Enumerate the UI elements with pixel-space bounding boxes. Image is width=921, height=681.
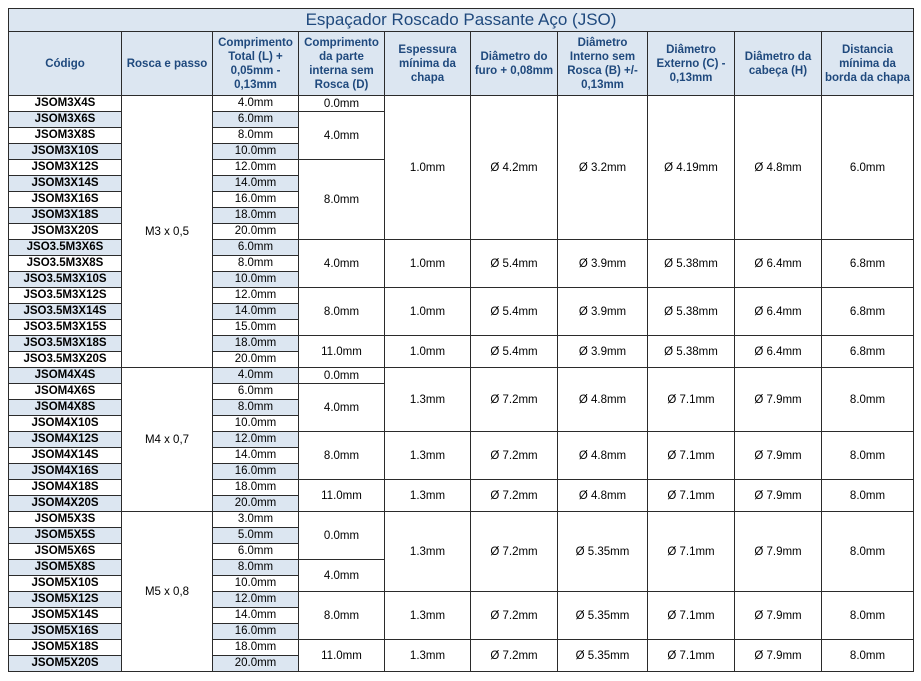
part-code-cell: JSOM5X20S (9, 656, 122, 672)
part-code-cell: JSOM5X18S (9, 640, 122, 656)
head-diameter-cell: Ø 7.9mm (735, 368, 822, 432)
part-code-cell: JSOM5X3S (9, 512, 122, 528)
outer-diameter-cell: Ø 7.1mm (648, 512, 735, 592)
outer-diameter-cell: Ø 7.1mm (648, 640, 735, 672)
thread-pitch-cell: M4 x 0,7 (122, 368, 213, 512)
total-length-cell: 14.0mm (213, 608, 299, 624)
total-length-cell: 5.0mm (213, 528, 299, 544)
inner-diameter-cell: Ø 3.9mm (558, 288, 648, 336)
inner-diameter-cell: Ø 3.2mm (558, 96, 648, 240)
header-diametro-externo: Diâmetro Externo (C) - 0,13mm (648, 32, 735, 96)
header-distancia-borda: Distancia mínima da borda da chapa (822, 32, 914, 96)
hole-diameter-cell: Ø 7.2mm (471, 480, 558, 512)
part-code-cell: JSOM3X4S (9, 96, 122, 112)
header-diametro-cabeca: Diâmetro da cabeça (H) (735, 32, 822, 96)
total-length-cell: 6.0mm (213, 544, 299, 560)
part-code-cell: JSO3.5M3X15S (9, 320, 122, 336)
edge-distance-cell: 6.8mm (822, 288, 914, 336)
part-code-cell: JSO3.5M3X8S (9, 256, 122, 272)
plate-thickness-cell: 1.3mm (385, 512, 471, 592)
table-row (9, 512, 914, 528)
outer-diameter-cell: Ø 7.1mm (648, 432, 735, 480)
part-code-cell: JSOM3X10S (9, 144, 122, 160)
edge-distance-cell: 6.8mm (822, 336, 914, 368)
total-length-cell: 14.0mm (213, 304, 299, 320)
hole-diameter-cell: Ø 4.2mm (471, 96, 558, 240)
part-code-cell: JSOM3X6S (9, 112, 122, 128)
total-length-cell: 3.0mm (213, 512, 299, 528)
head-diameter-cell: Ø 7.9mm (735, 640, 822, 672)
part-code-cell: JSOM3X16S (9, 192, 122, 208)
total-length-cell: 10.0mm (213, 272, 299, 288)
outer-diameter-cell: Ø 7.1mm (648, 480, 735, 512)
total-length-cell: 14.0mm (213, 176, 299, 192)
inner-length-cell: 4.0mm (299, 384, 385, 432)
total-length-cell: 20.0mm (213, 656, 299, 672)
part-code-cell: JSO3.5M3X20S (9, 352, 122, 368)
inner-length-cell: 0.0mm (299, 96, 385, 112)
part-code-cell: JSOM4X10S (9, 416, 122, 432)
header-rosca-passo: Rosca e passo (122, 32, 213, 96)
total-length-cell: 6.0mm (213, 112, 299, 128)
outer-diameter-cell: Ø 5.38mm (648, 240, 735, 288)
hole-diameter-cell: Ø 7.2mm (471, 592, 558, 640)
total-length-cell: 20.0mm (213, 224, 299, 240)
part-code-cell: JSOM3X8S (9, 128, 122, 144)
outer-diameter-cell: Ø 4.19mm (648, 96, 735, 240)
total-length-cell: 14.0mm (213, 448, 299, 464)
head-diameter-cell: Ø 7.9mm (735, 432, 822, 480)
total-length-cell: 16.0mm (213, 624, 299, 640)
edge-distance-cell: 6.8mm (822, 240, 914, 288)
edge-distance-cell: 8.0mm (822, 432, 914, 480)
head-diameter-cell: Ø 7.9mm (735, 480, 822, 512)
head-diameter-cell: Ø 7.9mm (735, 592, 822, 640)
inner-diameter-cell: Ø 5.35mm (558, 640, 648, 672)
plate-thickness-cell: 1.3mm (385, 368, 471, 432)
part-code-cell: JSOM4X16S (9, 464, 122, 480)
part-code-cell: JSO3.5M3X18S (9, 336, 122, 352)
head-diameter-cell: Ø 7.9mm (735, 512, 822, 592)
inner-length-cell: 8.0mm (299, 432, 385, 480)
inner-length-cell: 4.0mm (299, 240, 385, 288)
total-length-cell: 15.0mm (213, 320, 299, 336)
total-length-cell: 10.0mm (213, 144, 299, 160)
outer-diameter-cell: Ø 5.38mm (648, 288, 735, 336)
inner-diameter-cell: Ø 5.35mm (558, 592, 648, 640)
plate-thickness-cell: 1.0mm (385, 240, 471, 288)
inner-length-cell: 11.0mm (299, 640, 385, 672)
head-diameter-cell: Ø 6.4mm (735, 336, 822, 368)
inner-diameter-cell: Ø 3.9mm (558, 336, 648, 368)
hole-diameter-cell: Ø 7.2mm (471, 368, 558, 432)
part-code-cell: JSOM3X20S (9, 224, 122, 240)
plate-thickness-cell: 1.3mm (385, 640, 471, 672)
header-row (9, 32, 914, 96)
total-length-cell: 20.0mm (213, 352, 299, 368)
title-row (9, 9, 914, 32)
table-title: Espaçador Roscado Passante Aço (JSO) (9, 9, 914, 32)
plate-thickness-cell: 1.3mm (385, 480, 471, 512)
table-row (9, 368, 914, 384)
head-diameter-cell: Ø 6.4mm (735, 240, 822, 288)
inner-length-cell: 8.0mm (299, 160, 385, 240)
hole-diameter-cell: Ø 5.4mm (471, 336, 558, 368)
total-length-cell: 6.0mm (213, 384, 299, 400)
part-code-cell: JSOM3X12S (9, 160, 122, 176)
outer-diameter-cell: Ø 7.1mm (648, 368, 735, 432)
edge-distance-cell: 8.0mm (822, 512, 914, 592)
inner-diameter-cell: Ø 3.9mm (558, 240, 648, 288)
edge-distance-cell: 8.0mm (822, 592, 914, 640)
thread-pitch-cell: M5 x 0,8 (122, 512, 213, 672)
header-comprimento-interno: Comprimento da parte interna sem Rosca (D) (299, 32, 385, 96)
plate-thickness-cell: 1.0mm (385, 288, 471, 336)
plate-thickness-cell: 1.0mm (385, 96, 471, 240)
spacer-spec-table (8, 8, 914, 672)
total-length-cell: 4.0mm (213, 368, 299, 384)
part-code-cell: JSOM5X10S (9, 576, 122, 592)
header-comprimento-total: Comprimento Total (L) + 0,05mm - 0,13mm (213, 32, 299, 96)
spec-sheet (8, 8, 913, 672)
total-length-cell: 12.0mm (213, 432, 299, 448)
hole-diameter-cell: Ø 7.2mm (471, 640, 558, 672)
edge-distance-cell: 8.0mm (822, 480, 914, 512)
table-body (9, 96, 914, 672)
edge-distance-cell: 8.0mm (822, 368, 914, 432)
part-code-cell: JSOM5X5S (9, 528, 122, 544)
part-code-cell: JSO3.5M3X14S (9, 304, 122, 320)
header-espessura-chapa: Espessura mínima da chapa (385, 32, 471, 96)
part-code-cell: JSOM4X12S (9, 432, 122, 448)
outer-diameter-cell: Ø 5.38mm (648, 336, 735, 368)
total-length-cell: 8.0mm (213, 128, 299, 144)
total-length-cell: 16.0mm (213, 464, 299, 480)
part-code-cell: JSOM4X20S (9, 496, 122, 512)
inner-length-cell: 0.0mm (299, 512, 385, 560)
part-code-cell: JSOM4X18S (9, 480, 122, 496)
plate-thickness-cell: 1.3mm (385, 432, 471, 480)
total-length-cell: 18.0mm (213, 640, 299, 656)
header-codigo: Código (9, 32, 122, 96)
total-length-cell: 12.0mm (213, 288, 299, 304)
part-code-cell: JSO3.5M3X10S (9, 272, 122, 288)
part-code-cell: JSOM5X8S (9, 560, 122, 576)
total-length-cell: 18.0mm (213, 480, 299, 496)
inner-length-cell: 11.0mm (299, 336, 385, 368)
part-code-cell: JSOM4X6S (9, 384, 122, 400)
part-code-cell: JSOM5X14S (9, 608, 122, 624)
header-diametro-interno: Diâmetro Interno sem Rosca (B) +/- 0,13mm (558, 32, 648, 96)
plate-thickness-cell: 1.3mm (385, 592, 471, 640)
total-length-cell: 8.0mm (213, 256, 299, 272)
total-length-cell: 12.0mm (213, 592, 299, 608)
part-code-cell: JSO3.5M3X12S (9, 288, 122, 304)
part-code-cell: JSOM5X12S (9, 592, 122, 608)
hole-diameter-cell: Ø 5.4mm (471, 288, 558, 336)
edge-distance-cell: 8.0mm (822, 640, 914, 672)
total-length-cell: 16.0mm (213, 192, 299, 208)
total-length-cell: 12.0mm (213, 160, 299, 176)
inner-length-cell: 8.0mm (299, 592, 385, 640)
total-length-cell: 18.0mm (213, 208, 299, 224)
total-length-cell: 6.0mm (213, 240, 299, 256)
edge-distance-cell: 6.0mm (822, 96, 914, 240)
part-code-cell: JSOM4X8S (9, 400, 122, 416)
total-length-cell: 20.0mm (213, 496, 299, 512)
part-code-cell: JSO3.5M3X6S (9, 240, 122, 256)
table-row (9, 96, 914, 112)
inner-length-cell: 4.0mm (299, 112, 385, 160)
thread-pitch-cell: M3 x 0,5 (122, 96, 213, 368)
outer-diameter-cell: Ø 7.1mm (648, 592, 735, 640)
total-length-cell: 10.0mm (213, 576, 299, 592)
header-diametro-furo: Diâmetro do furo + 0,08mm (471, 32, 558, 96)
inner-diameter-cell: Ø 4.8mm (558, 368, 648, 432)
head-diameter-cell: Ø 4.8mm (735, 96, 822, 240)
total-length-cell: 18.0mm (213, 336, 299, 352)
inner-length-cell: 0.0mm (299, 368, 385, 384)
inner-diameter-cell: Ø 5.35mm (558, 512, 648, 592)
hole-diameter-cell: Ø 5.4mm (471, 240, 558, 288)
part-code-cell: JSOM5X6S (9, 544, 122, 560)
total-length-cell: 8.0mm (213, 400, 299, 416)
hole-diameter-cell: Ø 7.2mm (471, 512, 558, 592)
inner-diameter-cell: Ø 4.8mm (558, 480, 648, 512)
head-diameter-cell: Ø 6.4mm (735, 288, 822, 336)
inner-diameter-cell: Ø 4.8mm (558, 432, 648, 480)
hole-diameter-cell: Ø 7.2mm (471, 432, 558, 480)
part-code-cell: JSOM4X14S (9, 448, 122, 464)
plate-thickness-cell: 1.0mm (385, 336, 471, 368)
part-code-cell: JSOM4X4S (9, 368, 122, 384)
total-length-cell: 4.0mm (213, 96, 299, 112)
total-length-cell: 10.0mm (213, 416, 299, 432)
inner-length-cell: 4.0mm (299, 560, 385, 592)
inner-length-cell: 11.0mm (299, 480, 385, 512)
inner-length-cell: 8.0mm (299, 288, 385, 336)
part-code-cell: JSOM3X14S (9, 176, 122, 192)
part-code-cell: JSOM3X18S (9, 208, 122, 224)
total-length-cell: 8.0mm (213, 560, 299, 576)
part-code-cell: JSOM5X16S (9, 624, 122, 640)
